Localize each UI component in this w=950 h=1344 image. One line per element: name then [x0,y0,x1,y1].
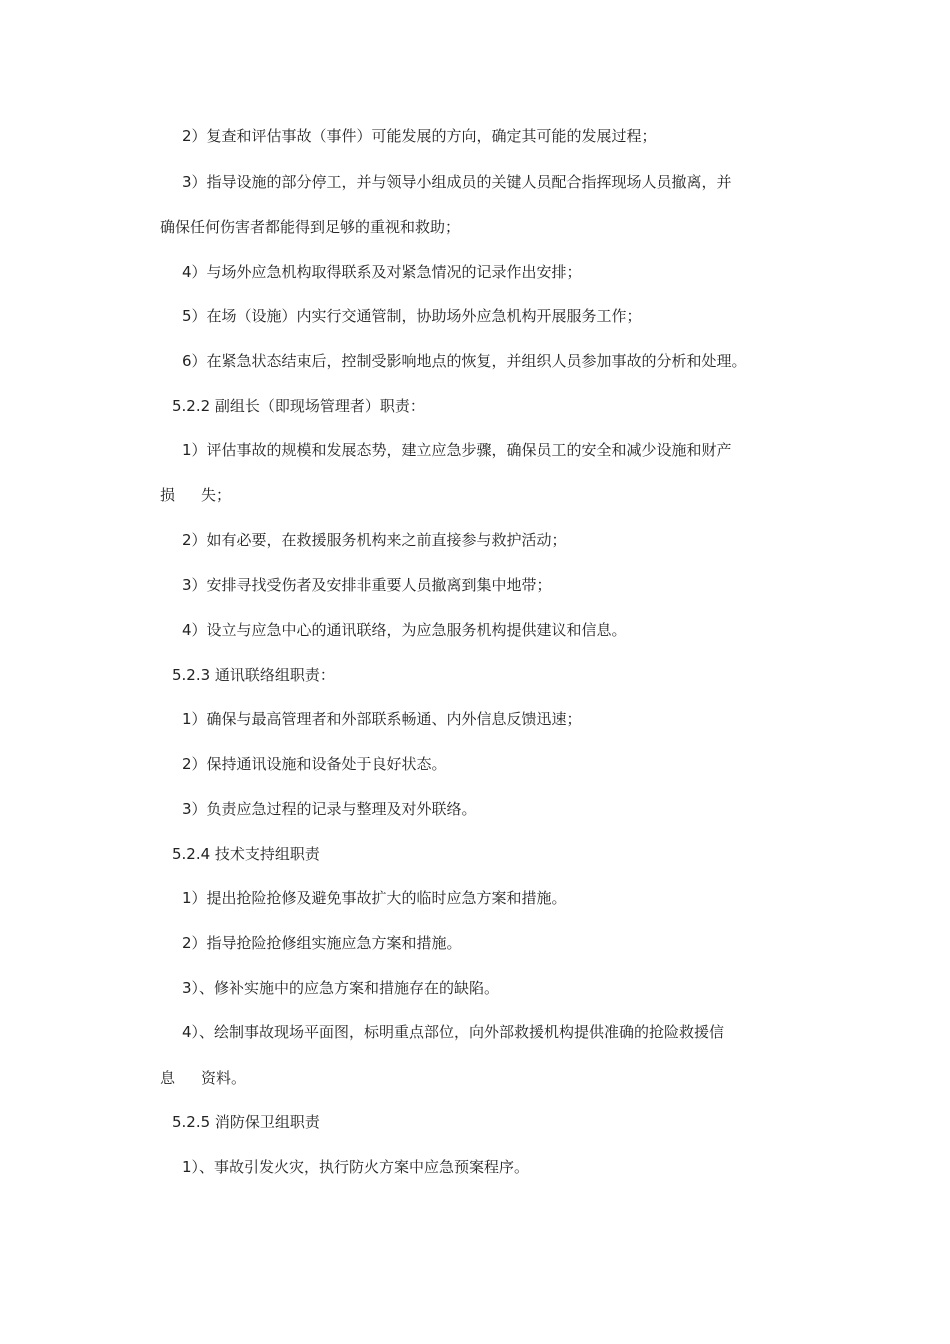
section-heading: 5.2.3 通讯联络组职责： [172,666,335,684]
paragraph-line: 1）确保与最高管理者和外部联系畅通、内外信息反馈迅速； [182,710,582,728]
paragraph-line: 3）负责应急过程的记录与整理及对外联络。 [182,800,477,818]
text-fragment: 资料。 [201,1069,247,1087]
paragraph-line: 2）保持通讯设施和设备处于良好状态。 [182,755,447,773]
paragraph-line: 4）、绘制事故现场平面图，标明重点部位，向外部救援机构提供准确的抢险救援信 [182,1023,725,1041]
paragraph-line [160,1068,246,1088]
paragraph-line: 3）安排寻找受伤者及安排非重要人员撤离到集中地带； [182,576,552,594]
paragraph-line: 3）指导设施的部分停工，并与领导小组成员的关键人员配合指挥现场人员撤离，并 [182,173,732,191]
paragraph-line: 确保任何伤害者都能得到足够的重视和救助； [160,218,461,236]
paragraph-line: 4）设立与应急中心的通讯联络，为应急服务机构提供建议和信息。 [182,621,627,639]
section-heading: 5.2.5 消防保卫组职责 [172,1113,320,1131]
text-fragment: 息 [160,1069,176,1087]
paragraph-line [160,485,231,505]
paragraph-line: 2）如有必要，在救援服务机构来之前直接参与救护活动； [182,531,567,549]
paragraph-line: 3）、修补实施中的应急方案和措施存在的缺陷。 [182,979,500,997]
paragraph-line: 4）与场外应急机构取得联系及对紧急情况的记录作出安排； [182,263,582,281]
paragraph-line: 1）提出抢险抢修及避免事故扩大的临时应急方案和措施。 [182,889,567,907]
paragraph-line: 5）在场（设施）内实行交通管制，协助场外应急机构开展服务工作； [182,307,642,325]
text-fragment: 失； [201,486,232,504]
text-fragment: 损 [160,486,176,504]
paragraph-line: 2）复查和评估事故（事件）可能发展的方向，确定其可能的发展过程； [182,127,657,145]
paragraph-line: 2）指导抢险抢修组实施应急方案和措施。 [182,934,462,952]
section-heading: 5.2.2 副组长（即现场管理者）职责： [172,397,425,415]
paragraph-line: 6）在紧急状态结束后，控制受影响地点的恢复，并组织人员参加事故的分析和处理。 [182,352,747,370]
paragraph-line: 1）评估事故的规模和发展态势，建立应急步骤，确保员工的安全和减少设施和财产 [182,441,732,459]
paragraph-line: 1）、事故引发火灾，执行防火方案中应急预案程序。 [182,1158,530,1176]
section-heading: 5.2.4 技术支持组职责 [172,845,320,863]
